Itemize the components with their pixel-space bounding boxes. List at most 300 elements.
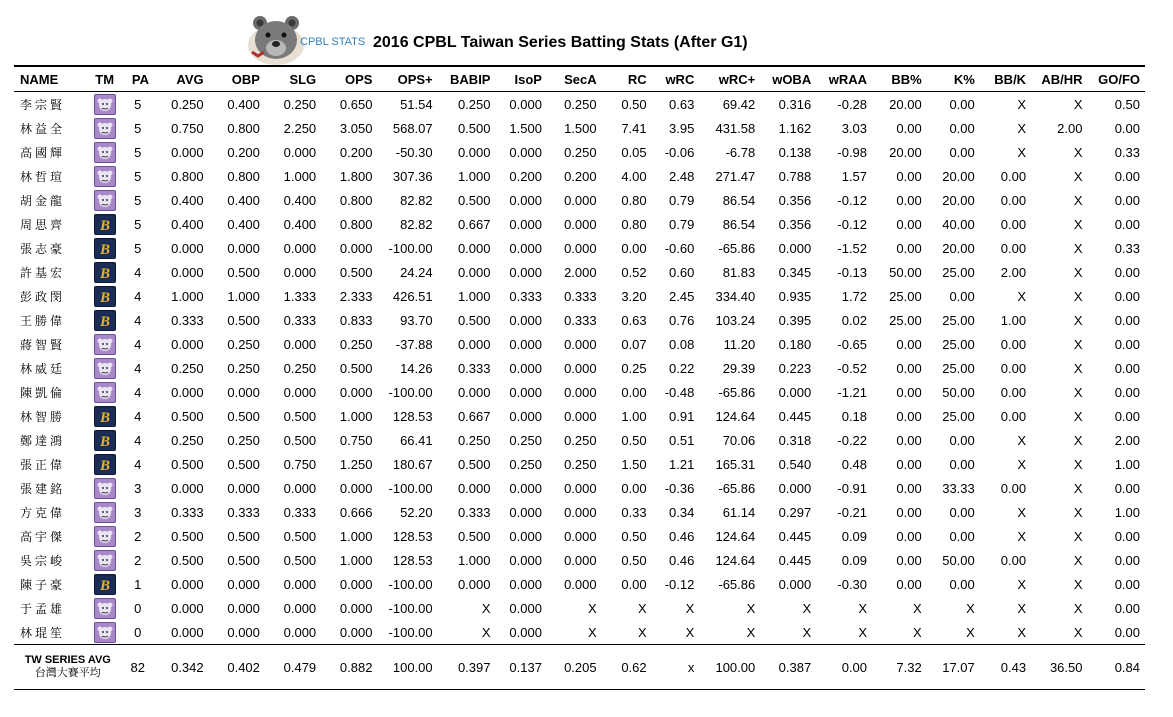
stat-cell: 0.09 xyxy=(841,552,868,568)
table-body xyxy=(14,92,1145,690)
stat-cell: 0.500 xyxy=(283,552,317,568)
stat-cell: 2.250 xyxy=(283,120,317,136)
stat-cell: 1 xyxy=(134,576,142,592)
stat-cell: -0.36 xyxy=(664,480,695,496)
stat-cell: 0.00 xyxy=(896,240,922,256)
column-header: SecA xyxy=(564,71,597,87)
average-label-zh: 台灣大賽平均 xyxy=(34,667,101,679)
stat-cell: 0.00 xyxy=(896,384,922,400)
table-row xyxy=(14,500,1145,524)
stat-cell: X xyxy=(1017,624,1027,640)
stat-cell: 0.22 xyxy=(669,360,695,376)
stat-cell: 0.138 xyxy=(778,144,812,160)
stat-cell: 0.000 xyxy=(509,192,542,208)
stat-cell: -100.00 xyxy=(388,576,433,592)
stat-cell: X xyxy=(1073,552,1083,568)
team-cell xyxy=(88,524,122,548)
svg-text:B: B xyxy=(99,217,110,234)
svg-text:B: B xyxy=(99,409,110,426)
stat-cell: -65.86 xyxy=(718,480,756,496)
column-header: NAME xyxy=(20,71,59,87)
stat-cell: X xyxy=(1073,600,1083,616)
stat-cell: 1.250 xyxy=(339,456,373,472)
stat-cell: 0.500 xyxy=(339,360,373,376)
stat-cell: 1.21 xyxy=(669,456,695,472)
table-row xyxy=(14,284,1145,308)
stat-cell: -0.06 xyxy=(664,144,695,160)
stat-cell: 0.00 xyxy=(1000,168,1027,184)
stat-cell: X xyxy=(966,624,975,640)
stat-cell: 0.400 xyxy=(283,192,317,208)
stat-cell: 0.50 xyxy=(621,552,647,568)
stat-cell: 0.00 xyxy=(896,120,922,136)
stat-cell: 0.000 xyxy=(227,240,260,256)
stat-cell: 3.20 xyxy=(621,288,647,304)
stat-cell: 0.540 xyxy=(778,456,812,472)
stat-cell: 0.46 xyxy=(669,528,695,544)
stat-cell: 0.000 xyxy=(778,384,812,400)
stat-cell: 33.33 xyxy=(942,480,975,496)
stat-cell: 0.000 xyxy=(778,576,812,592)
page-title: 2016 CPBL Taiwan Series Batting Stats (After G1) xyxy=(373,34,748,51)
brother-elephants-icon xyxy=(94,574,116,595)
stat-cell: X xyxy=(1017,96,1027,112)
stat-cell: 0.333 xyxy=(457,504,491,520)
stat-cell: 0.750 xyxy=(283,456,317,472)
stat-cell: -0.12 xyxy=(837,192,868,208)
stat-cell: 50.00 xyxy=(942,384,975,400)
stat-cell: X xyxy=(1073,360,1083,376)
stat-cell: 50.00 xyxy=(942,552,975,568)
stat-cell: 0.00 xyxy=(621,480,647,496)
stat-cell: 4 xyxy=(134,432,142,448)
stat-cell: 0.333 xyxy=(564,288,597,304)
stat-cell: 5 xyxy=(134,240,142,256)
stat-cell: 2.48 xyxy=(669,168,695,184)
stat-cell: 20.00 xyxy=(889,96,922,112)
stat-cell: X xyxy=(858,624,868,640)
player-name: 胡金龍 xyxy=(20,193,66,208)
stat-cell: -0.12 xyxy=(664,576,695,592)
stat-cell: -1.52 xyxy=(837,240,868,256)
average-stat-cell: 0.882 xyxy=(339,659,373,675)
stat-cell: X xyxy=(1073,264,1083,280)
team-cell xyxy=(88,284,122,308)
stat-cell: 1.000 xyxy=(339,552,373,568)
stat-cell: 20.00 xyxy=(942,168,975,184)
average-stat-cell: 0.402 xyxy=(227,659,260,675)
stat-cell: 0.00 xyxy=(896,168,922,184)
stat-cell: 128.53 xyxy=(392,552,433,568)
stat-cell: 3 xyxy=(134,480,142,496)
stat-cell: 0.500 xyxy=(227,312,260,328)
stat-cell: 1.000 xyxy=(457,288,491,304)
stat-cell: X xyxy=(1073,504,1083,520)
lamigo-monkeys-icon xyxy=(94,502,116,523)
stat-cell: 0.500 xyxy=(457,312,491,328)
stat-cell: 0.500 xyxy=(171,408,204,424)
stat-cell: 0.00 xyxy=(949,288,975,304)
svg-text:B: B xyxy=(99,265,110,282)
average-stat-cell: 0.397 xyxy=(457,659,491,675)
stat-cell: 0.00 xyxy=(1114,120,1140,136)
stat-cell: 1.00 xyxy=(1000,312,1027,328)
stat-cell: 0.18 xyxy=(841,408,868,424)
team-cell xyxy=(88,596,122,620)
svg-text:B: B xyxy=(99,241,110,258)
stat-cell: 0.250 xyxy=(171,96,204,112)
stat-cell: 25.00 xyxy=(942,360,975,376)
stat-cell: 0.000 xyxy=(778,480,812,496)
player-name: 張正偉 xyxy=(20,457,66,472)
stat-cell: 2.000 xyxy=(564,264,597,280)
table-row xyxy=(14,596,1145,620)
stat-cell: 0.500 xyxy=(283,432,317,448)
stat-cell: 0.00 xyxy=(896,480,922,496)
stat-cell: 0.000 xyxy=(171,384,204,400)
stat-cell: 4 xyxy=(134,384,142,400)
stat-cell: 0.250 xyxy=(171,432,204,448)
stat-cell: 4 xyxy=(134,288,142,304)
stat-cell: 0.00 xyxy=(896,552,922,568)
stat-cell: -0.65 xyxy=(837,336,868,352)
average-stat-cell: 0.387 xyxy=(778,659,812,675)
stat-cell: 0.79 xyxy=(669,216,695,232)
stat-cell: 0.445 xyxy=(778,552,812,568)
stat-cell: 0.00 xyxy=(1114,360,1140,376)
stat-cell: X xyxy=(1017,456,1027,472)
table-row xyxy=(14,260,1145,284)
stat-cell: 0.00 xyxy=(621,576,647,592)
average-stat-cell: x xyxy=(687,659,695,675)
stat-cell: 0.000 xyxy=(171,336,204,352)
stat-cell: 0.000 xyxy=(283,336,317,352)
stat-cell: 0.76 xyxy=(669,312,695,328)
stat-cell: 0.50 xyxy=(621,432,647,448)
stat-cell: 51.54 xyxy=(400,96,433,112)
stat-cell: 4.00 xyxy=(621,168,647,184)
stat-cell: 0.400 xyxy=(171,216,204,232)
stat-cell: 1.800 xyxy=(339,168,373,184)
team-cell xyxy=(88,548,122,572)
stat-cell: 0.51 xyxy=(669,432,695,448)
stat-cell: 0.000 xyxy=(564,384,597,400)
table-row xyxy=(14,92,1145,117)
stat-cell: -0.98 xyxy=(837,144,868,160)
stat-cell: 5 xyxy=(134,192,142,208)
team-cell xyxy=(88,572,122,596)
table-row xyxy=(14,188,1145,212)
player-name: 林哲瑄 xyxy=(20,169,66,184)
stat-cell: 1.72 xyxy=(841,288,868,304)
table-row xyxy=(14,620,1145,645)
stat-cell: 1.000 xyxy=(457,552,491,568)
stat-cell: 0.400 xyxy=(227,192,260,208)
stat-cell: 1.00 xyxy=(621,408,647,424)
stat-cell: 20.00 xyxy=(942,240,975,256)
stat-cell: 0.000 xyxy=(509,480,542,496)
stat-cell: -0.13 xyxy=(837,264,868,280)
stat-cell: 0.00 xyxy=(1114,384,1140,400)
stat-cell: 0.000 xyxy=(457,384,491,400)
stat-cell: 0.250 xyxy=(457,432,491,448)
stat-cell: X xyxy=(1073,192,1083,208)
stat-cell: 0.333 xyxy=(171,312,204,328)
stat-cell: 2.45 xyxy=(669,288,695,304)
player-name: 方克偉 xyxy=(20,505,66,520)
stat-cell: 0.500 xyxy=(457,192,491,208)
stat-cell: 0.356 xyxy=(778,216,812,232)
stat-cell: 70.06 xyxy=(722,432,756,448)
stat-cell: 0.333 xyxy=(509,288,542,304)
column-header: OBP xyxy=(231,71,260,87)
stat-cell: 0.333 xyxy=(457,360,491,376)
lamigo-monkeys-icon xyxy=(94,94,116,115)
stat-cell: 66.41 xyxy=(400,432,433,448)
batting-stats-table xyxy=(14,67,1145,690)
stat-cell: 0.250 xyxy=(339,336,373,352)
average-stat-cell: 0.43 xyxy=(1000,659,1027,675)
stat-cell: 0.80 xyxy=(621,216,647,232)
stat-cell: 128.53 xyxy=(392,528,433,544)
column-header: wRC xyxy=(665,71,695,87)
average-stat-cell: 0.137 xyxy=(509,659,542,675)
column-header: SLG xyxy=(289,71,317,87)
column-header: TM xyxy=(95,71,115,87)
stat-cell: X xyxy=(802,600,812,616)
stat-cell: 0.63 xyxy=(669,96,695,112)
stat-cell: 1.162 xyxy=(778,120,812,136)
stat-cell: 0.00 xyxy=(1114,600,1140,616)
stat-cell: 0.500 xyxy=(457,528,491,544)
stat-cell: 426.51 xyxy=(392,288,433,304)
stat-cell: 3 xyxy=(134,504,142,520)
stat-cell: 3.95 xyxy=(669,120,695,136)
column-header: BB/K xyxy=(994,71,1027,87)
stat-cell: 0.500 xyxy=(227,552,260,568)
lamigo-monkeys-icon xyxy=(94,550,116,571)
table-row xyxy=(14,164,1145,188)
stat-cell: 0.250 xyxy=(564,432,597,448)
stat-cell: 0.34 xyxy=(669,504,695,520)
stat-cell: X xyxy=(1073,144,1083,160)
stat-cell: 24.24 xyxy=(400,264,433,280)
stat-cell: -0.22 xyxy=(837,432,868,448)
stat-cell: 0.800 xyxy=(227,120,260,136)
stat-cell: 0.00 xyxy=(1000,192,1027,208)
svg-text:B: B xyxy=(99,457,110,474)
stat-cell: -0.48 xyxy=(664,384,695,400)
column-header: BB% xyxy=(891,71,922,87)
brother-elephants-icon xyxy=(94,214,116,235)
stat-cell: 4 xyxy=(134,264,142,280)
stat-cell: 0.00 xyxy=(1114,552,1140,568)
stat-cell: 0.00 xyxy=(1000,216,1027,232)
stat-cell: 25.00 xyxy=(889,288,922,304)
stat-cell: 0.000 xyxy=(564,504,597,520)
stat-cell: 0.33 xyxy=(621,504,647,520)
stat-cell: 0.00 xyxy=(896,336,922,352)
stat-cell: -0.30 xyxy=(837,576,868,592)
stat-cell: 25.00 xyxy=(942,312,975,328)
stat-cell: -37.88 xyxy=(395,336,433,352)
svg-text:B: B xyxy=(99,289,110,306)
average-stat-cell: 0.479 xyxy=(283,659,317,675)
stat-cell: 0.800 xyxy=(339,216,373,232)
stat-cell: 0.395 xyxy=(778,312,812,328)
stat-cell: X xyxy=(1073,288,1083,304)
stat-cell: 69.42 xyxy=(722,96,756,112)
stat-cell: 0.445 xyxy=(778,528,812,544)
stat-cell: 1.000 xyxy=(227,288,260,304)
column-header: PA xyxy=(131,71,149,87)
player-name: 彭政閔 xyxy=(20,289,66,304)
stat-cell: 0.316 xyxy=(778,96,812,112)
stat-cell: 431.58 xyxy=(715,120,756,136)
stat-cell: 0.000 xyxy=(171,240,204,256)
cpbl-stats-logo xyxy=(246,12,366,66)
stat-cell: 0.000 xyxy=(283,384,317,400)
brother-elephants-icon xyxy=(94,454,116,475)
stat-cell: 124.64 xyxy=(715,528,756,544)
stat-cell: 25.00 xyxy=(942,408,975,424)
stat-cell: 0.500 xyxy=(457,120,491,136)
series-average-label xyxy=(14,645,122,690)
stat-cell: 0.80 xyxy=(621,192,647,208)
stat-cell: 0.000 xyxy=(457,336,491,352)
table-row xyxy=(14,332,1145,356)
team-cell xyxy=(88,116,122,140)
stat-cell: 0.500 xyxy=(457,456,491,472)
stat-cell: 0.250 xyxy=(509,432,542,448)
lamigo-monkeys-icon xyxy=(94,382,116,403)
stat-cell: 0.318 xyxy=(778,432,812,448)
stat-cell: 0.200 xyxy=(339,144,373,160)
stat-cell: 29.39 xyxy=(722,360,756,376)
stat-cell: 0.000 xyxy=(457,144,491,160)
stat-cell: 0.00 xyxy=(896,432,922,448)
player-name: 高宇傑 xyxy=(20,529,66,544)
stat-cell: -0.28 xyxy=(837,96,868,112)
stat-cell: 0.00 xyxy=(896,216,922,232)
stat-cell: 0.666 xyxy=(339,504,373,520)
average-stat-cell: 0.205 xyxy=(564,659,597,675)
stat-cell: 0.00 xyxy=(621,384,647,400)
svg-text:B: B xyxy=(99,433,110,450)
average-stat-cell: 17.07 xyxy=(942,659,975,675)
stat-cell: 0.00 xyxy=(1114,480,1140,496)
stat-cell: 4 xyxy=(134,408,142,424)
stat-cell: 5 xyxy=(134,216,142,232)
player-name: 吳宗峻 xyxy=(20,553,66,568)
stat-cell: 0.00 xyxy=(621,240,647,256)
column-header: AB/HR xyxy=(1041,71,1083,87)
stat-cell: 0.500 xyxy=(227,264,260,280)
player-name: 于孟雄 xyxy=(20,601,66,616)
stat-cell: 0.000 xyxy=(457,480,491,496)
stat-cell: 0.000 xyxy=(509,384,542,400)
table-row xyxy=(14,428,1145,452)
lamigo-monkeys-icon xyxy=(94,118,116,139)
player-name: 張志豪 xyxy=(20,241,66,256)
team-cell xyxy=(88,332,122,356)
stat-cell: 128.53 xyxy=(392,408,433,424)
stat-cell: 0.500 xyxy=(171,528,204,544)
stat-cell: 0.33 xyxy=(1114,240,1140,256)
stat-cell: 0.00 xyxy=(1114,624,1140,640)
lamigo-monkeys-icon xyxy=(94,598,116,619)
stat-cell: X xyxy=(1073,216,1083,232)
stat-cell: X xyxy=(481,624,491,640)
stat-cell: 0.400 xyxy=(227,216,260,232)
stat-cell: X xyxy=(913,600,922,616)
stat-cell: 0.788 xyxy=(778,168,812,184)
lamigo-monkeys-icon xyxy=(94,190,116,211)
average-stat-cell: 100.00 xyxy=(392,659,433,675)
column-header: wRAA xyxy=(828,71,868,87)
table-row xyxy=(14,548,1145,572)
stat-cell: -1.21 xyxy=(837,384,868,400)
player-name: 王勝偉 xyxy=(20,313,66,328)
stat-cell: 5 xyxy=(134,144,142,160)
player-name: 林智勝 xyxy=(20,409,66,424)
average-stat-cell: 0.62 xyxy=(621,659,647,675)
stat-cell: 0.000 xyxy=(227,624,260,640)
stat-cell: X xyxy=(685,600,695,616)
stat-cell: 0.000 xyxy=(283,600,317,616)
stat-cell: 0.00 xyxy=(1114,288,1140,304)
stat-cell: 0.000 xyxy=(564,240,597,256)
stat-cell: 0.297 xyxy=(778,504,812,520)
stat-cell: 0.000 xyxy=(339,624,373,640)
stat-cell: 0.00 xyxy=(1114,168,1140,184)
stat-cell: 0.250 xyxy=(227,432,260,448)
stat-cell: 0.00 xyxy=(949,456,975,472)
stat-cell: 1.50 xyxy=(621,456,647,472)
stat-cell: X xyxy=(1073,576,1083,592)
stat-cell: 0.00 xyxy=(1000,240,1027,256)
stat-cell: 0.000 xyxy=(564,216,597,232)
svg-text:B: B xyxy=(99,577,110,594)
average-stat-cell: 0.00 xyxy=(841,659,868,675)
stat-cell: 0.000 xyxy=(339,576,373,592)
stat-cell: 82.82 xyxy=(400,192,433,208)
stat-cell: 124.64 xyxy=(715,552,756,568)
average-stat-cell: 36.50 xyxy=(1049,659,1083,675)
stat-cell: 1.000 xyxy=(457,168,491,184)
stat-cell: 0.00 xyxy=(1114,408,1140,424)
stat-cell: 0.000 xyxy=(171,576,204,592)
stat-cell: 0.000 xyxy=(509,552,542,568)
stat-cell: 0.000 xyxy=(509,576,542,592)
stat-cell: 4 xyxy=(134,312,142,328)
stat-cell: 2 xyxy=(134,552,142,568)
stat-cell: 0.000 xyxy=(509,624,542,640)
stat-cell: 0.000 xyxy=(509,216,542,232)
stat-cell: 0.000 xyxy=(564,576,597,592)
stat-cell: 0.356 xyxy=(778,192,812,208)
stat-cell: 0.345 xyxy=(778,264,812,280)
table-row xyxy=(14,404,1145,428)
stat-cell: 307.36 xyxy=(392,168,433,184)
stat-cell: 20.00 xyxy=(942,192,975,208)
stat-cell: X xyxy=(481,600,491,616)
stat-cell: 0.000 xyxy=(509,96,542,112)
stat-cell: 0 xyxy=(134,624,142,640)
stat-cell: 7.41 xyxy=(621,120,647,136)
team-cell xyxy=(88,308,122,332)
brother-elephants-icon xyxy=(94,262,116,283)
